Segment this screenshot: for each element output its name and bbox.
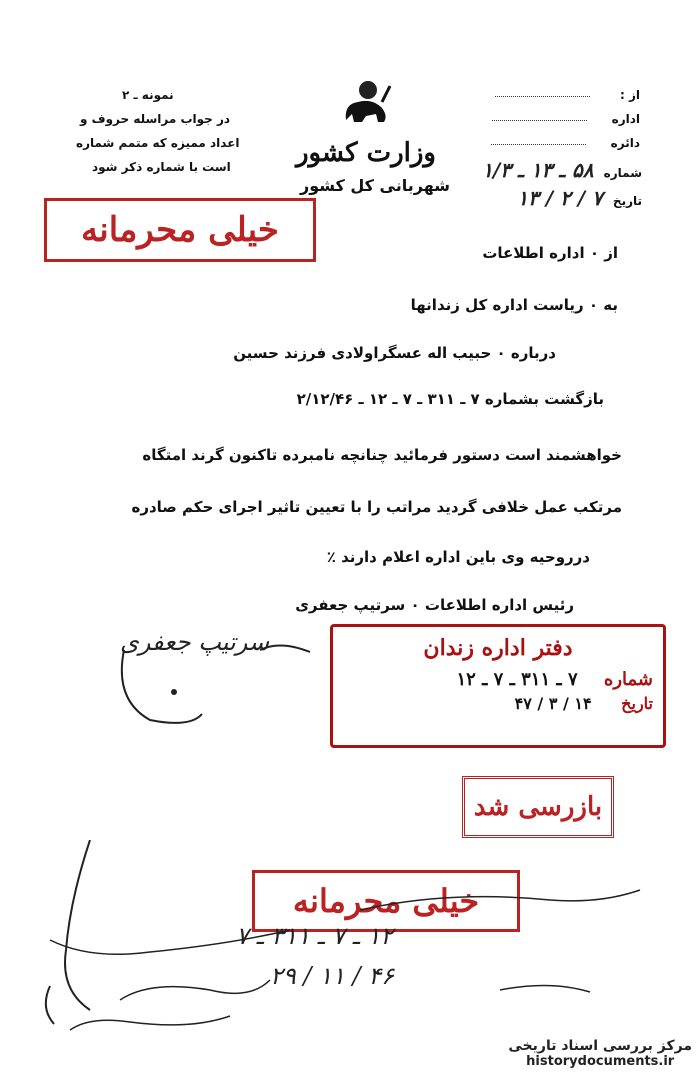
letter-reference: بازگشت بشماره ۷ ـ ۳۱۱ ـ ۷ ـ ۱۲ ـ ۲/۱۲/۴۶ xyxy=(296,390,604,408)
from-label: از : xyxy=(620,88,640,102)
reply-instruction-1: در جواب مراسله حروف و xyxy=(80,112,231,126)
date-value: ۷ / ۲ / ۱۳ xyxy=(517,186,603,210)
ministry-name: وزارت کشور xyxy=(296,138,436,168)
number-field xyxy=(482,158,642,182)
prison-stamp-number-label: شماره xyxy=(603,669,653,690)
archive-watermark xyxy=(508,1038,692,1069)
bottom-confidential-stamp: خیلی محرمانه xyxy=(252,870,520,932)
letter-to: به ۰ ریاست اداره کل زندانها xyxy=(410,296,618,314)
department-field xyxy=(491,136,640,150)
prison-stamp-title: دفتر اداره زندان xyxy=(423,635,573,661)
number-label: شماره xyxy=(603,166,642,180)
prison-stamp-number-value: ۷ ـ ۳۱۱ ـ ۷ ـ ۱۲ xyxy=(456,669,578,690)
prison-stamp-number xyxy=(333,669,653,690)
letter-body-line-2: مرتکب عمل خلافی گردید مراتب را با تعیین تاثیر اجرای حکم صادره xyxy=(131,498,622,516)
office-label: اداره xyxy=(611,112,640,126)
prison-office-stamp xyxy=(330,624,666,748)
letter-subject: درباره ۰ حبیب اله عسگراولادی فرزند حسین xyxy=(233,344,556,362)
lion-and-sun-emblem xyxy=(338,78,394,128)
handwritten-scribbles xyxy=(30,840,670,1060)
handwritten-note-line-2: ۴۶ / ۱۱ / ۲۹ xyxy=(270,962,395,990)
date-field xyxy=(517,186,642,210)
prison-stamp-date-label: تاریخ xyxy=(621,694,653,713)
letter-from: از ۰ اداره اطلاعات xyxy=(482,244,618,262)
signature-flourish xyxy=(110,640,330,730)
letter-body-line-1: خواهشمند است دستور فرمائید چنانچه نامبرده تاکنون گرند امتگاه xyxy=(142,446,622,464)
reply-instruction-3: است با شماره ذکر شود xyxy=(92,160,231,174)
date-label: تاریخ xyxy=(612,194,642,208)
from-field xyxy=(495,88,640,102)
watermark-org: مرکز بررسی اسناد تاریخی xyxy=(508,1038,692,1054)
prison-stamp-date xyxy=(333,694,653,713)
reply-instruction-2: اعداد ممیزه که متمم شماره xyxy=(76,136,240,150)
number-value: ۵۸ ـ ۱۳ ـ ۱/۳ xyxy=(482,158,594,182)
department-label: دائره xyxy=(610,136,640,150)
form-number: نمونه ـ ۲ xyxy=(122,88,174,102)
office-field xyxy=(492,112,640,126)
police-department: شهربانی کل کشور xyxy=(300,176,451,195)
review-stamp: بازرسی شد xyxy=(462,776,614,838)
handwritten-note-line-1: ۱۲ ـ ۷ ـ ۳۱۱ ـ ۷ xyxy=(236,922,394,950)
handwritten-signature: سرتیپ جعفری xyxy=(120,628,270,656)
watermark-site: historydocuments.ir xyxy=(526,1054,675,1069)
prison-stamp-date-value: ۱۴ / ۳ / ۴۷ xyxy=(514,694,592,713)
top-confidential-stamp: خیلی محرمانه xyxy=(44,198,316,262)
letter-signature-line: رئیس اداره اطلاعات ۰ سرتیپ جعفری xyxy=(295,596,574,614)
letter-body-line-3: درروحیه وی باین اداره اعلام دارند ٪ xyxy=(326,548,590,566)
